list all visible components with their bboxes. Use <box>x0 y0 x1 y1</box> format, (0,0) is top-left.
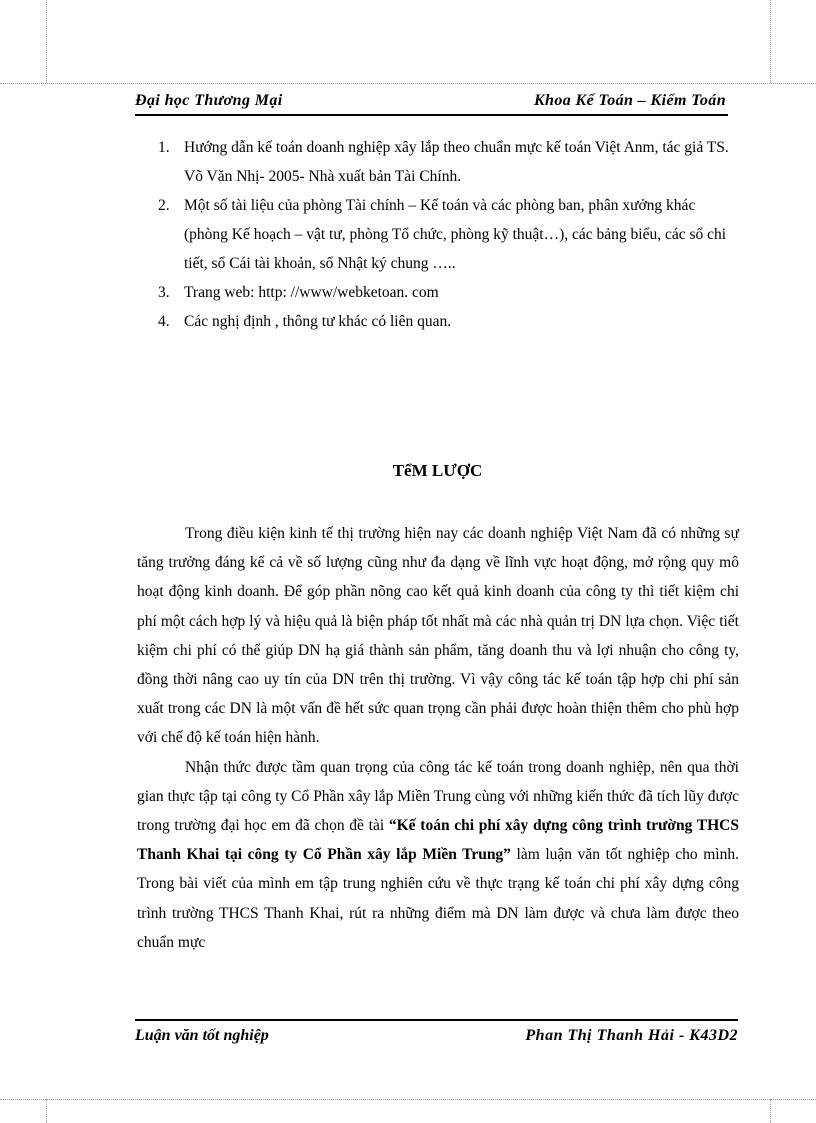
reference-item: 4. Các nghị định , thông tư khác có liên quan. <box>158 313 452 330</box>
crop-mark-top <box>0 83 816 84</box>
footer-thesis-label: Luận văn tốt nghiệp <box>135 1027 269 1044</box>
footer-author: Phan Thị Thanh Hải - K43D2 <box>525 1027 738 1044</box>
section-title: TểM LƯỢC <box>392 461 483 480</box>
paragraph-2: Nhận thức được tầm quan trọng của công tác kế toán trong doanh nghiệp, nên qua thời gian thực tập tại công ty Cổ Phần xây lắp Miền Trung cùng với những kiến thức đã tích lũy được trong trường đại học em đã chọn đề tài “Kế toán chi phí xây dựng công trình trường THCS Thanh Khai tại công ty Cổ Phần xây lắp Miền Trung” làm luận văn tốt nghiệp cho mình. Trong bài viết của mình em tập trung nghiên cứu về thực trạng kế toán chi phí xây dựng công trình trường THCS Thanh Khai, rút ra những điểm mà DN làm được và chưa làm được theo chuẩn mực <box>137 758 739 951</box>
page-footer <box>135 1019 738 1051</box>
page-header <box>135 86 728 116</box>
reference-item: 1. Hướng dẫn kế toán doanh nghiệp xây lắp theo chuẩn mực kế toán Việt Anm, tác giả TS. Võ Văn Nhị- 2005- Nhà xuất bản Tài Chính. <box>158 139 729 185</box>
crop-mark-right-bottom <box>770 1099 771 1123</box>
summary-body <box>137 519 739 957</box>
crop-mark-bottom <box>0 1099 816 1100</box>
header-university: Đại học Thương Mại <box>135 92 283 109</box>
paragraph-1: Trong điều kiện kinh tế thị trường hiện nay các doanh nghiệp Việt Nam đã có những sự tăng trưởng đáng kể cả về số lượng cũng như đa dạng về lĩnh vực hoạt động, mở rộng quy mô hoạt động kinh doanh. Để góp phần nõng cao kết quả kinh doanh của công ty thì tiết kiệm chi phí một cách hợp lý và hiệu quả là biện pháp tốt nhất mà các nhà quản trị DN lựa chọn. Việc tiết kiệm chi phí có thể giúp DN hạ giá thành sản phẩm, tăng doanh thu và lợi nhuận cho công ty, đồng thời nâng cao uy tín của DN trên thị trường. Vì vậy công tác kế toán tập hợp chi phí sản xuất trong các DN là một vấn đề hết sức quan trọng cần phải được hoàn thiện thêm cho phù hợp với chế độ kế toán hiện hành. <box>137 525 739 747</box>
reference-list <box>158 133 738 336</box>
reference-item: 2. Một số tài liệu của phòng Tài chính – Kế toán và các phòng ban, phân xưởng khác (phòng Kế hoạch – vật tư, phòng Tổ chức, phòng kỹ thuật…), các bảng biểu, các sổ chi tiết, sổ Cái tài khoản, sổ Nhật ký chung ….. <box>158 197 727 272</box>
header-faculty: Khoa Kế Toán – Kiểm Toán <box>533 92 726 109</box>
crop-mark-right-top <box>770 0 771 83</box>
reference-item: 3. Trang web: http: //www/webketoan. com <box>158 284 439 301</box>
thesis-topic: “Kế toán chi phí xây dựng công trình trường THCS Thanh Khai tại công ty Cổ Phần xây lắp Miền Trung” <box>137 817 739 864</box>
crop-mark-left-top <box>46 0 47 83</box>
crop-mark-left-bottom <box>46 1099 47 1123</box>
